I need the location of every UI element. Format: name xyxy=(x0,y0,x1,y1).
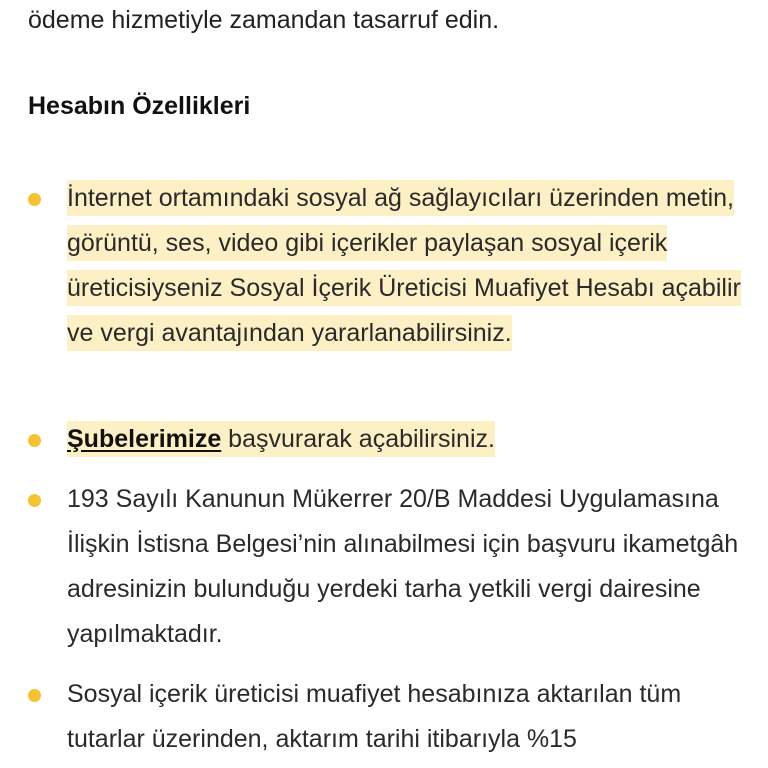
list-item-label: başvurarak açabilirsiniz. xyxy=(221,425,495,453)
bullet-icon xyxy=(28,434,41,447)
list-item-text xyxy=(67,417,747,462)
bullet-icon xyxy=(28,193,41,206)
list-item-text: 193 Sayılı Kanunun Mükerrer 20/B Maddesi Uygulamasına İlişkin İstisna Belgesi’nin alınabilmesi için başvuru ikametgâh adresinizin bulunduğu yerdeki tarha yetkili vergi dairesine yapılmaktadır. xyxy=(67,485,739,648)
intro-text: ödeme hizmetiyle zamandan tasarruf edin. xyxy=(28,6,500,34)
list-item-text: Sosyal içerik üreticisi muafiyet hesabınıza aktarılan tüm tutarlar üzerinden, aktarım tarihi itibarıyla %15 xyxy=(67,680,682,753)
section-title: Hesabın Özellikleri xyxy=(28,92,251,120)
branches-link[interactable]: Şubelerimize xyxy=(67,425,222,453)
bullet-icon xyxy=(28,494,41,507)
bullet-icon xyxy=(28,689,41,702)
list-item-text xyxy=(67,176,747,356)
highlighted-text: İnternet ortamındaki sosyal ağ sağlayıcıları üzerinden metin, görüntü, ses, video gibi içerikler paylaşan sosyal içerik üreticisiyseniz Sosyal İçerik Üreticisi Muafiyet Hesabı açabilir ve vergi avantajından yararlanabilirsiniz. xyxy=(67,180,741,351)
